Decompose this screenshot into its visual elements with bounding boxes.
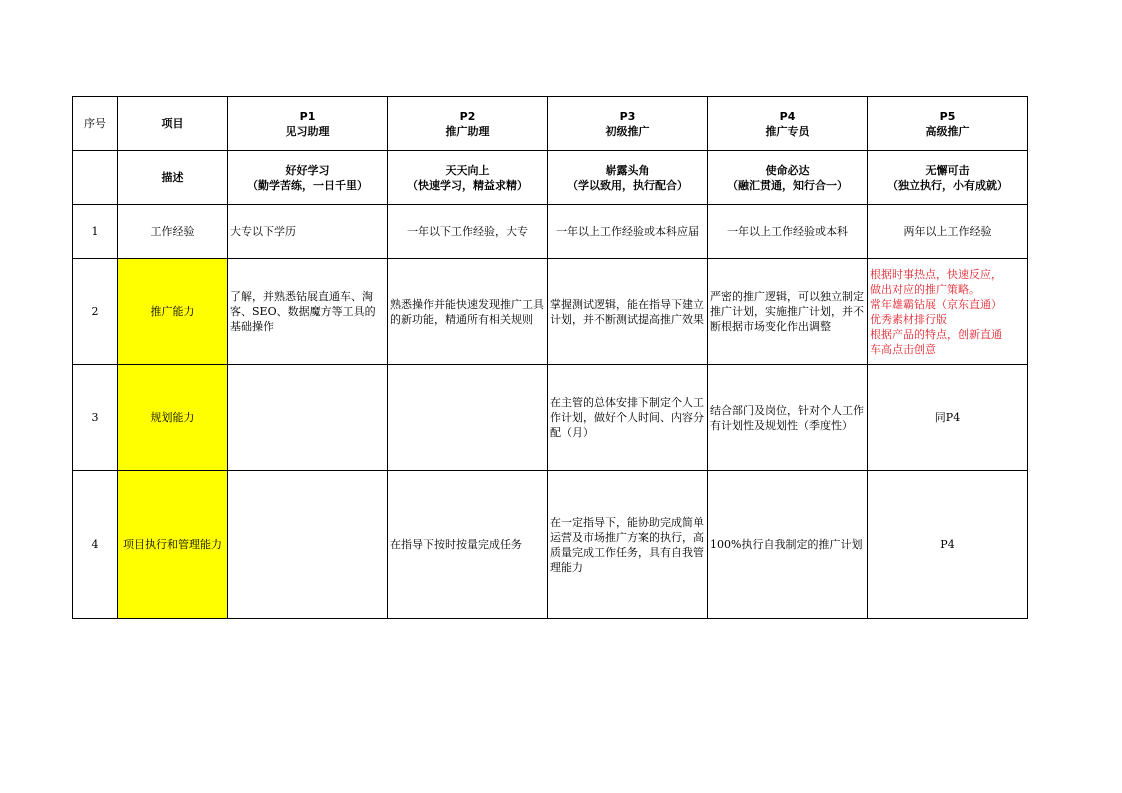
cell-p5: P4: [868, 471, 1028, 619]
motto: 好好学习: [285, 163, 330, 177]
motto-sub: （独立执行，小有成就）: [887, 178, 1008, 192]
motto: 天天向上: [445, 163, 490, 177]
header-level-p4: [708, 97, 868, 151]
header-item: 项目: [118, 97, 228, 151]
cell-p4: 100%执行自我制定的推广计划: [708, 471, 868, 619]
describe-p1: [228, 151, 388, 205]
motto-sub: （学以致用，执行配合）: [567, 178, 688, 192]
cell-p1: 了解，并熟悉钻展直通车、淘客、SEO、数据魔方等工具的基础操作: [228, 259, 388, 365]
p5-line: 做出对应的推广策略。: [870, 282, 980, 296]
level-title: 推广专员: [765, 124, 810, 138]
p5-line: 根据时事热点，快速反应，: [870, 267, 1002, 281]
row-no: 2: [73, 259, 118, 365]
cell-p5: [868, 259, 1028, 365]
cell-p5: 同P4: [868, 365, 1028, 471]
cell-p2: 熟悉操作并能快速发现推广工具的新功能，精通所有相关规则: [388, 259, 548, 365]
cell-p3: 掌握测试逻辑，能在指导下建立计划，并不断测试提高推广效果: [548, 259, 708, 365]
table-row: [73, 365, 1028, 471]
cell-p3: 在一定指导下，能协助完成简单运营及市场推广方案的执行，高质量完成工作任务，具有自我管理能力: [548, 471, 708, 619]
header-level-p1: [228, 97, 388, 151]
row-no: 1: [73, 205, 118, 259]
describe-p2: [388, 151, 548, 205]
table-row: [73, 471, 1028, 619]
cell-p4: 结合部门及岗位，针对个人工作有计划性及规划性（季度性）: [708, 365, 868, 471]
level-title: 见习助理: [285, 124, 330, 138]
motto-sub: （勤学苦练，一日千里）: [247, 178, 368, 192]
motto-sub: （融汇贯通，知行合一）: [727, 178, 848, 192]
motto: 使命必达: [765, 163, 810, 177]
row-item: 规划能力: [118, 365, 228, 471]
cell-p4: 一年以上工作经验或本科: [708, 205, 868, 259]
describe-p4: [708, 151, 868, 205]
cell-p1: [228, 471, 388, 619]
table-row: [73, 259, 1028, 365]
header-level-p2: [388, 97, 548, 151]
level-title: 初级推广: [605, 124, 650, 138]
describe-label: 描述: [118, 151, 228, 205]
level-code: P3: [619, 109, 636, 123]
competency-table: [72, 96, 1028, 619]
cell-p2: 一年以下工作经验，大专: [388, 205, 548, 259]
header-level-p3: [548, 97, 708, 151]
row-item: 项目执行和管理能力: [118, 471, 228, 619]
cell-p2: 在指导下按时按量完成任务: [388, 471, 548, 619]
describe-p3: [548, 151, 708, 205]
describe-no: [73, 151, 118, 205]
level-title: 推广助理: [445, 124, 490, 138]
p5-line: 根据产品的特点，创新直通: [870, 327, 1002, 341]
motto-sub: （快速学习，精益求精）: [407, 178, 528, 192]
header-level-p5: [868, 97, 1028, 151]
row-item: 推广能力: [118, 259, 228, 365]
cell-p5: 两年以上工作经验: [868, 205, 1028, 259]
level-code: P4: [779, 109, 796, 123]
level-code: P1: [299, 109, 316, 123]
header-row: [73, 97, 1028, 151]
motto: 崭露头角: [605, 163, 650, 177]
row-no: 4: [73, 471, 118, 619]
cell-p1: 大专以下学历: [228, 205, 388, 259]
header-no: 序号: [73, 97, 118, 151]
p5-line: 常年雄霸钻展（京东直通）: [870, 297, 1002, 311]
p5-line: 车高点击创意: [870, 342, 936, 356]
describe-p5: [868, 151, 1028, 205]
describe-row: [73, 151, 1028, 205]
cell-p2: [388, 365, 548, 471]
table-row: [73, 205, 1028, 259]
row-no: 3: [73, 365, 118, 471]
cell-p1: [228, 365, 388, 471]
row-item: 工作经验: [118, 205, 228, 259]
level-title: 高级推广: [925, 124, 970, 138]
p5-line: 优秀素材排行版: [870, 312, 947, 326]
level-code: P2: [459, 109, 476, 123]
level-code: P5: [939, 109, 956, 123]
motto: 无懈可击: [925, 163, 970, 177]
cell-p4: 严密的推广逻辑，可以独立制定推广计划，实施推广计划，并不断根据市场变化作出调整: [708, 259, 868, 365]
cell-p3: 一年以上工作经验或本科应届: [548, 205, 708, 259]
cell-p3: 在主管的总体安排下制定个人工作计划，做好个人时间、内容分配（月）: [548, 365, 708, 471]
